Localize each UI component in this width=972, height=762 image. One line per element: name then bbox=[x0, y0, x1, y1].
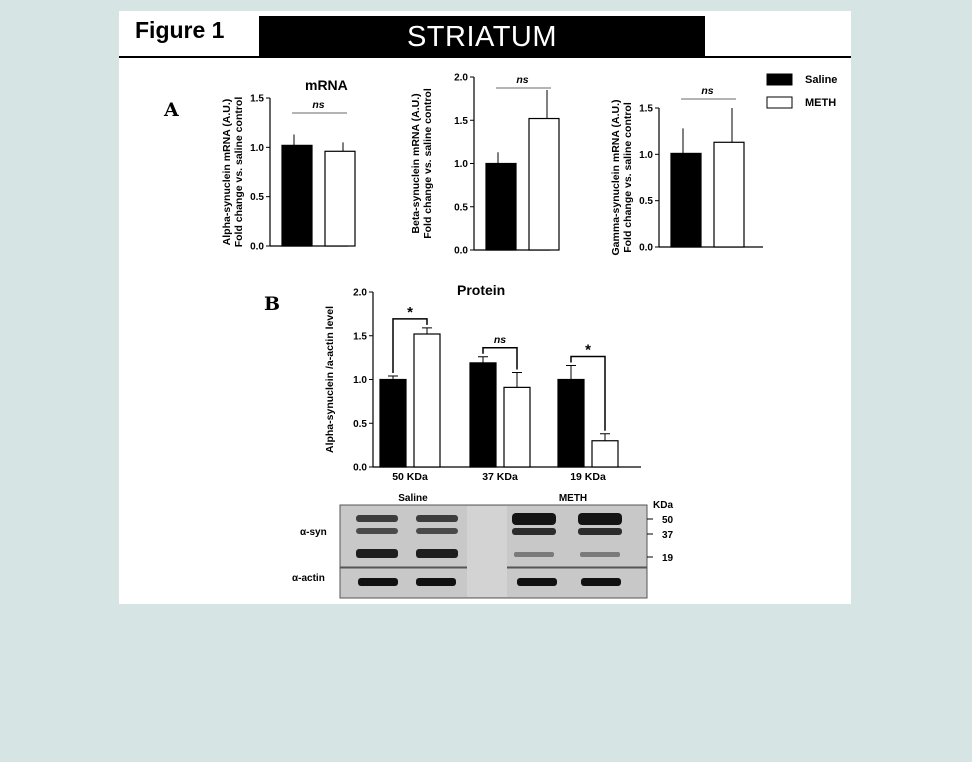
western-blot bbox=[292, 493, 674, 598]
legend-swatch-saline bbox=[767, 74, 792, 85]
band-saline1-19 bbox=[356, 549, 398, 558]
beta-ytick-label-1: 0.5 bbox=[454, 202, 468, 214]
kda-mark-50: 50 bbox=[662, 515, 674, 526]
chart-gamma-mrna bbox=[610, 85, 763, 255]
protein-bar-meth-0 bbox=[414, 334, 440, 467]
protein-ylabel bbox=[324, 306, 336, 453]
band-saline2-37 bbox=[416, 528, 458, 534]
panel-b-letter: B bbox=[264, 293, 281, 315]
band-saline2-19 bbox=[416, 549, 458, 558]
band-meth2-37 bbox=[578, 528, 622, 535]
legend bbox=[767, 74, 837, 109]
blot-row-label-aactin: α-actin bbox=[292, 573, 325, 584]
protein-ytick-label-1: 0.5 bbox=[353, 418, 367, 430]
protein-sig-label-2: * bbox=[585, 341, 591, 359]
band-saline1-37 bbox=[356, 528, 398, 534]
chart-protein bbox=[324, 288, 641, 484]
gamma-bar-meth bbox=[714, 142, 744, 247]
chart-alpha-mrna bbox=[221, 94, 355, 253]
blot-kda-header: KDa bbox=[653, 500, 674, 511]
alpha-ylabel-line-1: Fold change vs. saline control bbox=[233, 96, 245, 248]
alpha-ytick-label-2: 1.0 bbox=[250, 142, 264, 154]
kda-mark-37: 37 bbox=[662, 530, 674, 541]
legend-swatch-meth bbox=[767, 97, 792, 108]
alpha-ytick-label-3: 1.5 bbox=[250, 93, 264, 105]
beta-bar-meth bbox=[529, 119, 559, 250]
band-meth1-actin bbox=[517, 578, 557, 586]
band-meth2-19 bbox=[580, 552, 620, 557]
band-meth1-19 bbox=[514, 552, 554, 557]
chart-beta-mrna bbox=[410, 73, 559, 257]
mrna-heading: mRNA bbox=[305, 77, 348, 93]
kda-mark-19: 19 bbox=[662, 553, 674, 564]
protein-ytick-label-4: 2.0 bbox=[353, 287, 367, 299]
band-meth1-37 bbox=[512, 528, 556, 535]
band-saline2-50 bbox=[416, 515, 458, 522]
gamma-ylabel bbox=[610, 100, 634, 256]
blot-gap bbox=[467, 506, 507, 597]
beta-bar-saline bbox=[486, 164, 516, 251]
band-meth2-50 bbox=[578, 513, 622, 525]
alpha-bar-saline bbox=[282, 145, 312, 246]
protein-bar-saline-1 bbox=[470, 363, 496, 467]
gamma-ytick-label-2: 1.0 bbox=[639, 149, 653, 161]
beta-ytick-label-2: 1.0 bbox=[454, 159, 468, 170]
legend-label-meth: METH bbox=[805, 97, 837, 109]
gamma-ytick-label-1: 0.5 bbox=[639, 196, 653, 208]
protein-bar-meth-1 bbox=[504, 387, 530, 467]
alpha-ytick-label-0: 0.0 bbox=[250, 241, 264, 253]
protein-bar-meth-2 bbox=[592, 441, 618, 467]
protein-ylabel-line-0: Alpha-synuclein /a-actin level bbox=[324, 305, 336, 454]
gamma-sig-label: ns bbox=[701, 85, 714, 97]
alpha-ytick-label-1: 0.5 bbox=[250, 192, 264, 204]
protein-category-label-0: 50 KDa bbox=[392, 471, 428, 483]
alpha-sig-label: ns bbox=[312, 99, 325, 111]
beta-ytick-label-4: 2.0 bbox=[454, 72, 468, 84]
blot-row-label-asyn: α-syn bbox=[300, 527, 327, 538]
protein-sig-label-0: * bbox=[407, 303, 413, 321]
protein-bar-saline-0 bbox=[380, 380, 406, 468]
alpha-ylabel bbox=[221, 97, 245, 248]
legend-label-saline: Saline bbox=[805, 74, 838, 86]
blot-group-meth: METH bbox=[558, 493, 588, 504]
gamma-ytick-label-0: 0.0 bbox=[639, 242, 653, 254]
gamma-ytick-label-3: 1.5 bbox=[639, 103, 653, 115]
beta-ytick-label-0: 0.0 bbox=[454, 245, 468, 257]
beta-sig-label: ns bbox=[516, 74, 529, 86]
alpha-bar-meth bbox=[325, 151, 355, 246]
protein-ytick-label-2: 1.0 bbox=[353, 375, 367, 386]
alpha-ylabel-line-0: Alpha-synuclein mRNA (A.U.) bbox=[221, 98, 233, 246]
protein-ytick-label-0: 0.0 bbox=[353, 462, 367, 474]
band-saline1-actin bbox=[358, 578, 398, 586]
beta-ytick-label-3: 1.5 bbox=[454, 115, 468, 127]
band-saline2-actin bbox=[416, 578, 456, 586]
blot-group-saline: Saline bbox=[398, 493, 428, 504]
figure-panel bbox=[119, 11, 851, 604]
protein-heading: Protein bbox=[457, 282, 506, 298]
band-meth2-actin bbox=[581, 578, 621, 586]
protein-bar-saline-2 bbox=[558, 380, 584, 468]
protein-sig-label-1: ns bbox=[493, 333, 507, 346]
protein-ytick-label-3: 1.5 bbox=[353, 331, 367, 343]
beta-ylabel-line-0: Beta-synuclein mRNA (A.U.) bbox=[410, 93, 422, 234]
gamma-ylabel-line-0: Gamma-synuclein mRNA (A.U.) bbox=[610, 99, 622, 256]
band-saline1-50 bbox=[356, 515, 398, 522]
gamma-bar-saline bbox=[671, 153, 701, 247]
figure-charts bbox=[119, 11, 851, 604]
band-meth1-50 bbox=[512, 513, 556, 525]
panel-a-letter: A bbox=[164, 99, 179, 121]
beta-ylabel-line-1: Fold change vs. saline control bbox=[422, 88, 434, 239]
beta-ylabel bbox=[410, 88, 434, 239]
protein-category-label-1: 37 KDa bbox=[482, 471, 518, 483]
figure-title: STRIATUM bbox=[406, 21, 558, 53]
gamma-ylabel-line-1: Fold change vs. saline control bbox=[622, 102, 634, 253]
protein-category-label-2: 19 KDa bbox=[570, 471, 606, 483]
figure-label: Figure 1 bbox=[135, 17, 225, 43]
